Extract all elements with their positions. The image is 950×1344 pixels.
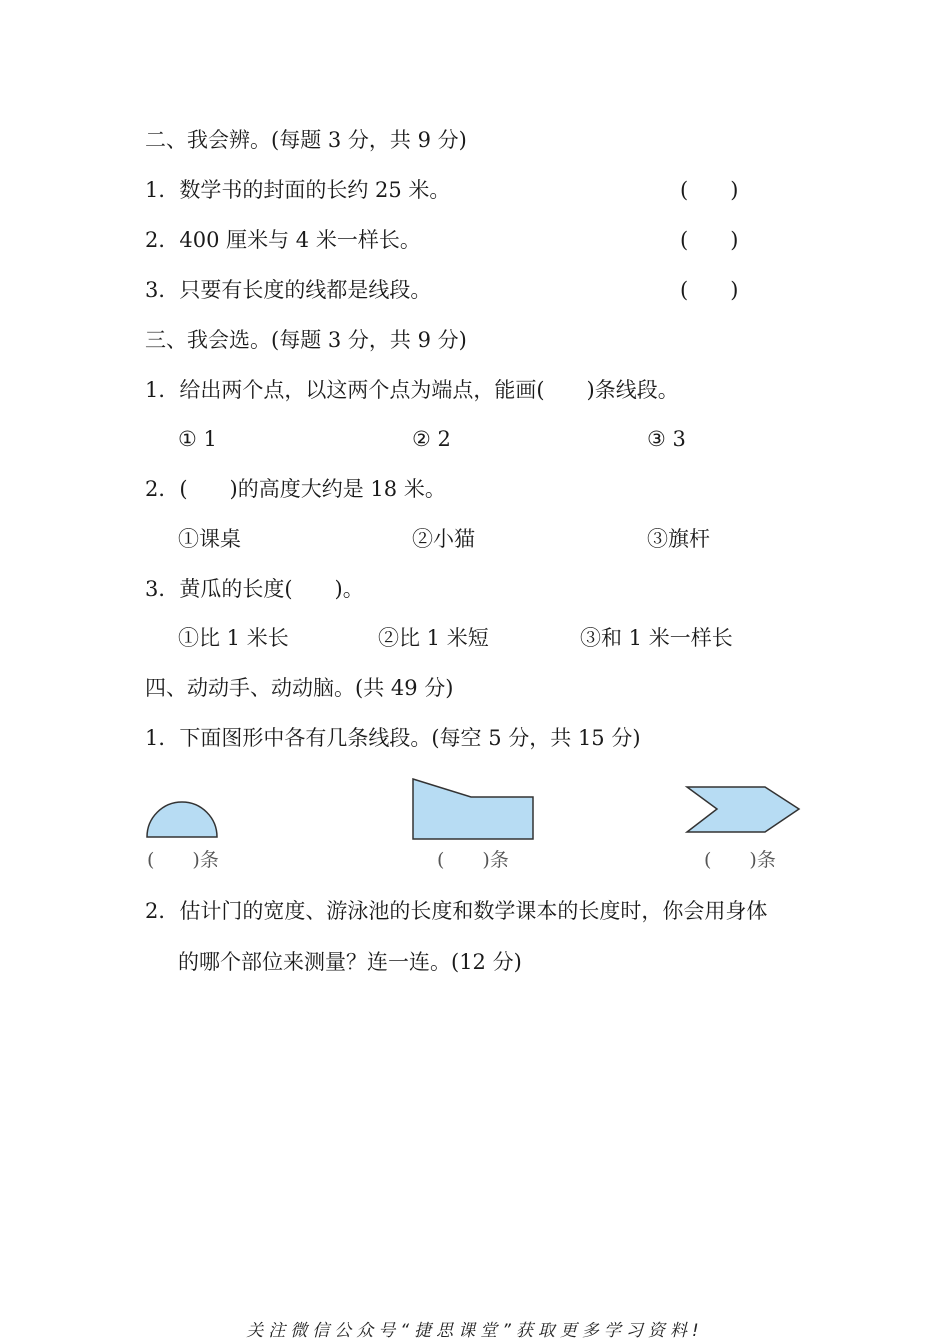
option[interactable]: ①比 1 米长 — [178, 626, 289, 650]
arrow-shape — [685, 785, 803, 835]
option[interactable]: ②比 1 米短 — [378, 626, 489, 650]
answer-box[interactable]: ( ) — [680, 178, 739, 202]
section4-heading: 四、动动手、动动脑。(共 49 分) — [145, 676, 454, 700]
section3-heading: 三、我会选。(每题 3 分，共 9 分) — [145, 328, 467, 352]
semicircle-shape — [145, 796, 221, 840]
option[interactable]: ③ 3 — [647, 427, 686, 451]
section3-question-3: 3．黄瓜的长度( )。 — [145, 577, 364, 601]
section4-question-2-line1: 2．估计门的宽度、游泳池的长度和数学课本的长度时，你会用身体 — [145, 899, 768, 923]
answer-box[interactable]: ( ) — [680, 228, 739, 252]
option[interactable]: ②小猫 — [412, 527, 475, 551]
section2-heading: 二、我会辨。(每题 3 分，共 9 分) — [145, 128, 467, 152]
option[interactable]: ③和 1 米一样长 — [580, 626, 733, 650]
option[interactable]: ①课桌 — [178, 527, 241, 551]
shape-answer-label[interactable]: ( )条 — [704, 849, 776, 871]
trapezoid-shape — [411, 777, 537, 841]
section2-item-1: 1．数学书的封面的长约 25 米。 — [145, 178, 451, 202]
section2-item-2: 2．400 厘米与 4 米一样长。 — [145, 228, 421, 252]
option[interactable]: ① 1 — [178, 427, 217, 451]
section4-question-1: 1．下面图形中各有几条线段。(每空 5 分，共 15 分) — [145, 726, 641, 750]
shape-answer-label[interactable]: ( )条 — [437, 849, 509, 871]
shape-answer-label[interactable]: ( )条 — [147, 849, 219, 871]
footer-note: 关注微信公众号“捷思课堂”获取更多学习资料! — [246, 1321, 704, 1341]
section3-question-1: 1．给出两个点，以这两个点为端点，能画( )条线段。 — [145, 378, 679, 402]
option[interactable]: ③旗杆 — [647, 527, 710, 551]
section4-question-2-line2: 的哪个部位来测量？连一连。(12 分) — [178, 950, 522, 974]
option[interactable]: ② 2 — [412, 427, 451, 451]
section3-question-2: 2．( )的高度大约是 18 米。 — [145, 477, 446, 501]
answer-box[interactable]: ( ) — [680, 278, 739, 302]
section2-item-3: 3．只要有长度的线都是线段。 — [145, 278, 432, 302]
